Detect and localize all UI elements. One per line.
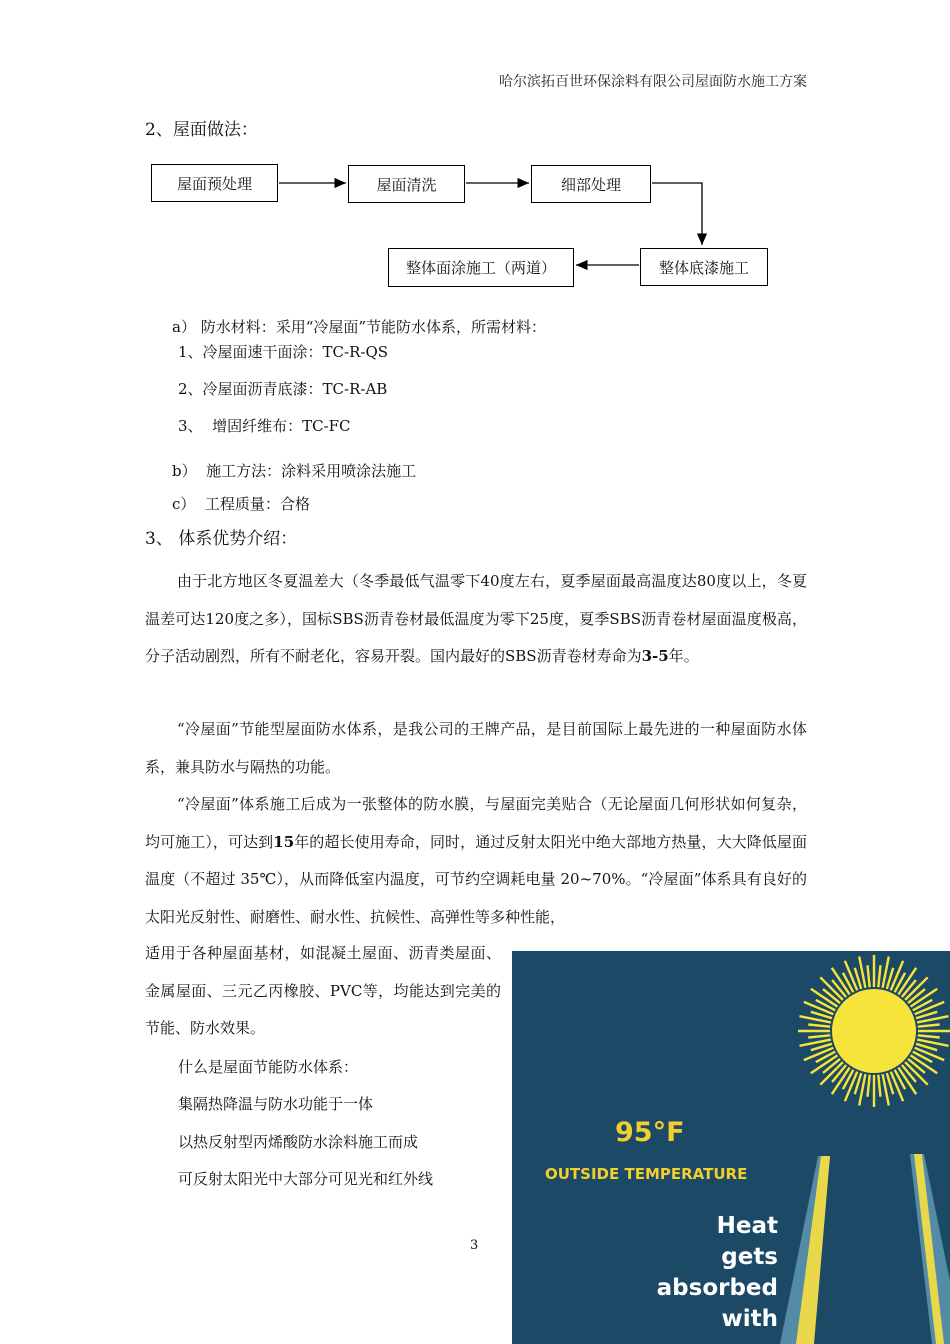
materials-intro: a） 防水材料：采用“冷屋面”节能防水体系，所需材料：	[172, 318, 547, 336]
sun-ray	[878, 965, 880, 987]
sun-ray	[868, 965, 870, 987]
paragraph-4: 适用于各种屋面基材，如混凝土屋面、沥青类屋面、金属屋面、三元乙丙橡胶、PVC等，均能达到完美的节能、防水效果。	[145, 944, 501, 1037]
heat-caption	[578, 1211, 778, 1335]
engineering-quality: c） 工程质量：合格	[172, 495, 310, 513]
heat-caption-line-1: Heat	[716, 1213, 778, 1239]
what-is-title: 什么是屋面节能防水体系：	[178, 1058, 359, 1076]
section-3-title: 3、 体系优势介绍：	[145, 529, 298, 549]
sun-icon	[832, 989, 916, 1073]
temperature-label: OUTSIDE TEMPERATURE	[545, 1165, 748, 1183]
flow-step-topcoat: 整体面涂施工（两道）	[388, 248, 574, 287]
flow-step-primer: 整体底漆施工	[640, 248, 768, 286]
paragraph-3: “冷屋面”体系施工后成为一张整体的防水膜，与屋面完美贴合（无论屋面几何形状如何复杂，均可施工），可达到15年的超长使用寿命，同时，通过反射太阳光中绝大部地方热量，大大降低屋面温度（不超过 35℃），从而降低室内温度，可节约空调耗电量 20~70%。“冷屋面”体系具有良好的太阳光反射性、耐磨性、耐水性、抗候性、高弹性等多种性能，	[145, 795, 807, 926]
flow-step-detail: 细部处理	[531, 165, 651, 203]
material-item-3: 3、 增固纤维布：TC-FC	[178, 417, 351, 435]
flowchart-arrows	[0, 0, 950, 320]
cool-roof-illustration	[512, 951, 950, 1344]
sun-ray	[918, 1035, 940, 1037]
paragraph-2: “冷屋面”节能型屋面防水体系，是我公司的王牌产品，是目前国际上最先进的一种屋面防水体系，兼具防水与隔热的功能。	[145, 720, 807, 776]
sun-ray	[808, 1025, 830, 1027]
page-header: 哈尔滨拓百世环保涂料有限公司屋面防水施工方案	[499, 74, 807, 90]
heat-caption-line-2: gets	[721, 1244, 778, 1270]
material-item-2: 2、冷屋面沥青底漆：TC-R-AB	[178, 380, 388, 398]
arrow-3	[652, 183, 702, 245]
construction-method: b） 施工方法：涂料采用喷涂法施工	[172, 462, 417, 480]
heat-caption-line-4: with	[721, 1306, 778, 1332]
paragraph-1: 由于北方地区冬夏温差大（冬季最低气温零下40度左右，夏季屋面最高温度达80度以上，冬夏温差可达120度之多），国标SBS沥青卷材最低温度为零下25度，夏季SBS沥青卷材屋面温度极高，分子活动剧烈，所有不耐老化，容易开裂。国内最好的SBS沥青卷材寿命为3-5年。	[145, 572, 807, 665]
section-2-title: 2、屋面做法：	[145, 120, 258, 140]
feature-point-2: 以热反射型丙烯酸防水涂料施工而成	[178, 1133, 419, 1151]
feature-point-3: 可反射太阳光中大部分可见光和红外线	[178, 1170, 434, 1188]
sun-ray	[868, 1075, 870, 1097]
temperature-value: 95°F	[615, 1117, 685, 1148]
sun-ray	[808, 1035, 830, 1037]
feature-point-1: 集隔热降温与防水功能于一体	[178, 1095, 374, 1113]
sun-ray	[918, 1025, 940, 1027]
flow-step-clean: 屋面清洗	[348, 165, 465, 203]
flow-step-pretreat: 屋面预处理	[151, 164, 278, 202]
sun-ray	[878, 1075, 880, 1097]
material-item-1: 1、冷屋面速干面涂：TC-R-QS	[178, 343, 389, 361]
page-number: 3	[470, 1238, 479, 1253]
heat-caption-line-3: absorbed	[656, 1275, 778, 1301]
